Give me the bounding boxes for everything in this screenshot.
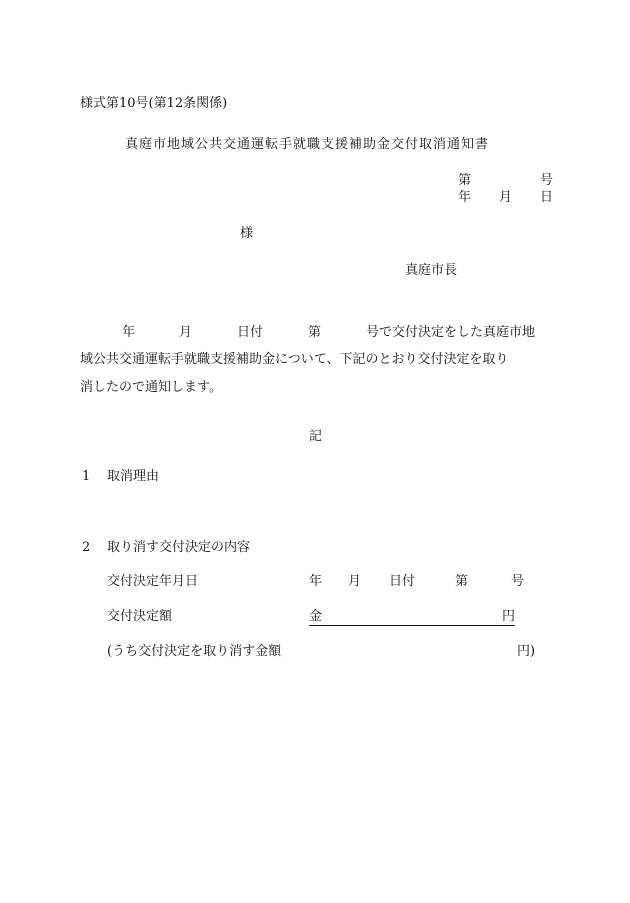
doc-number-go: 号 <box>540 173 554 188</box>
body-year: 年 <box>122 325 136 340</box>
body-month: 月 <box>179 325 193 340</box>
section1-label: 取消理由 <box>107 469 160 484</box>
amount-underline <box>309 625 515 626</box>
row-date-go: 号 <box>511 574 525 589</box>
sender: 真庭市長 <box>405 263 458 278</box>
doc-number-dai: 第 <box>458 173 472 188</box>
body-line2: 域公共交通運転手就職支援補助金について、下記のとおり交付決定を取り <box>80 352 509 367</box>
row-amount-label: 交付決定額 <box>107 609 173 624</box>
row-date-dai: 第 <box>455 574 469 589</box>
body-line3: 消したので通知します。 <box>80 380 222 395</box>
form-label: 様式第10号(第12条関係) <box>80 96 228 111</box>
section2-label: 取り消す交付決定の内容 <box>107 540 251 555</box>
section1-number: 1 <box>82 469 91 484</box>
row-amount-en: 円 <box>502 609 516 624</box>
row-amount-kin: 金 <box>309 609 323 624</box>
row-cancel-label: (うち交付決定を取り消す金額 <box>107 644 282 659</box>
body-dai: 第 <box>308 325 322 340</box>
document-title: 真庭市地域公共交通運転手就職支援補助金交付取消通知書 <box>125 137 490 152</box>
doc-date-day: 日 <box>540 190 554 205</box>
body-line1-tail: 号で交付決定をした真庭市地 <box>366 325 536 340</box>
doc-date-month: 月 <box>499 190 513 205</box>
row-cancel-en: 円) <box>517 644 536 659</box>
row-date-label: 交付決定年月日 <box>107 574 199 589</box>
row-date-month: 月 <box>348 574 362 589</box>
row-date-year: 年 <box>309 574 323 589</box>
body-day: 日付 <box>237 325 264 340</box>
ki-heading: 記 <box>309 429 323 444</box>
section2-number: 2 <box>82 540 91 555</box>
addressee-suffix: 様 <box>240 226 254 241</box>
doc-date-year: 年 <box>458 190 472 205</box>
row-date-day: 日付 <box>389 574 416 589</box>
